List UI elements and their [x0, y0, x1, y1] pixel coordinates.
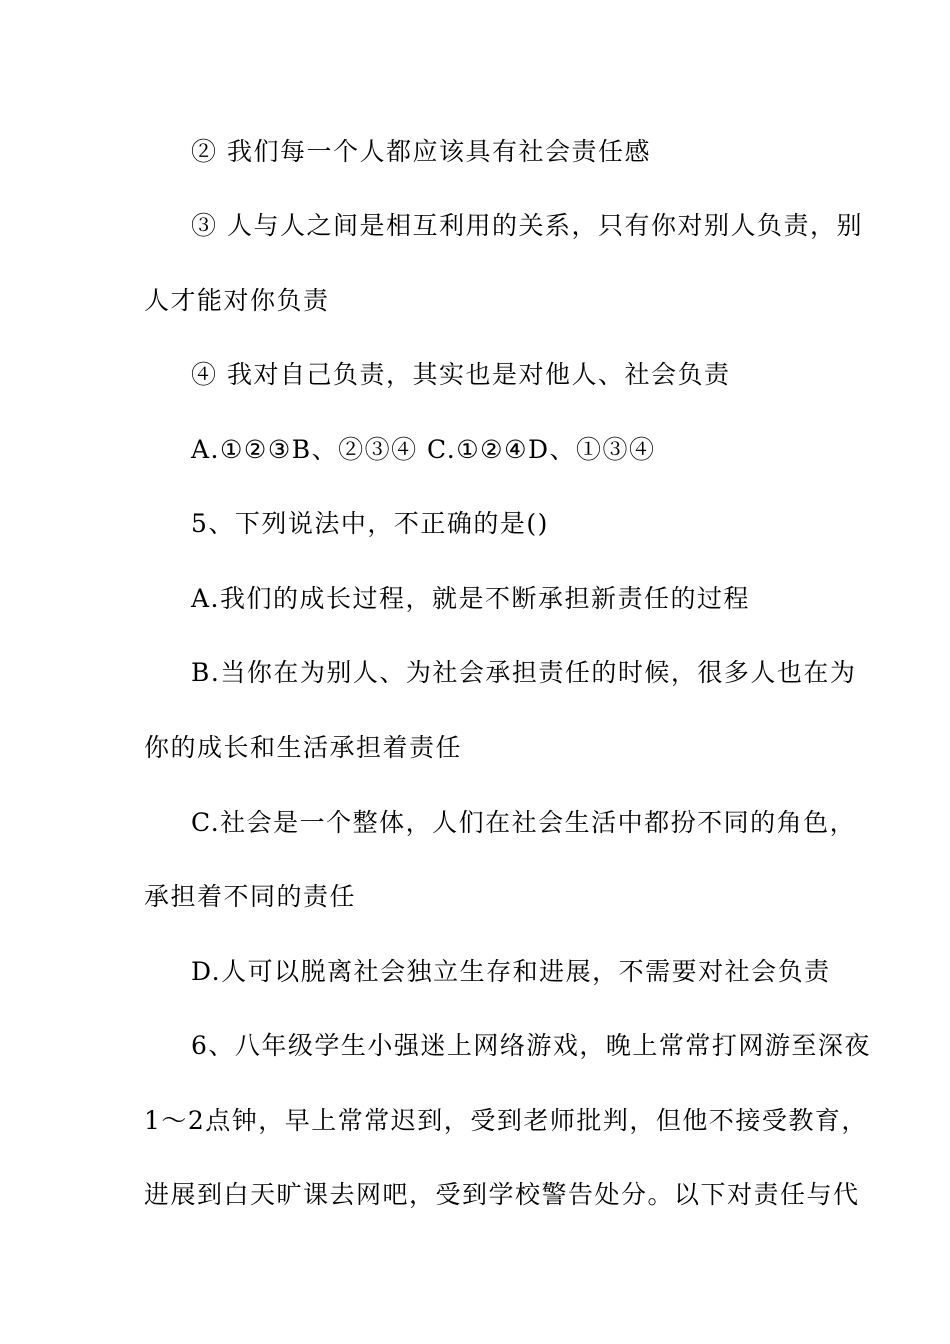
text-line-q4-answers: A.①②③B、②③④ C.①②④D、①③④ — [191, 435, 656, 464]
text-line-q5-question: 5、下列说法中，不正确的是() — [191, 509, 549, 538]
text-line-q5-choice-b: B.当你在为别人、为社会承担责任的时候，很多人也在为 — [191, 658, 857, 687]
text-line-q5-choice-c: C.社会是一个整体，人们在社会生活中都扮不同的角色， — [191, 808, 857, 837]
text-line-q5-choice-b-cont: 你的成长和生活承担着责任 — [144, 733, 463, 762]
text-line-q6-question: 6、八年级学生小强迷上网络游戏，晚上常常打网游至深夜 — [191, 1031, 871, 1060]
text-line-q5-choice-c-cont: 承担着不同的责任 — [144, 882, 357, 911]
text-line-option-3: ③ 人与人之间是相互利用的关系，只有你对别人负责，别 — [191, 211, 863, 240]
text-line-q6-cont-1: 1～2点钟，早上常常迟到，受到老师批判，但他不接受教育， — [144, 1106, 868, 1135]
text-line-q6-cont-2: 进展到白天旷课去网吧，受到学校警告处分。以下对责任与代 — [144, 1180, 860, 1209]
text-line-option-3-cont: 人才能对你负责 — [144, 286, 330, 315]
text-line-q5-choice-d: D.人可以脱离社会独立生存和进展，不需要对社会负责 — [191, 957, 831, 986]
text-line-option-2: ② 我们每一个人都应该具有社会责任感 — [191, 137, 651, 166]
text-line-q5-choice-a: A.我们的成长过程，就是不断承担新责任的过程 — [191, 584, 751, 613]
text-line-option-4: ④ 我对自己负责，其实也是对他人、社会负责 — [191, 360, 731, 389]
